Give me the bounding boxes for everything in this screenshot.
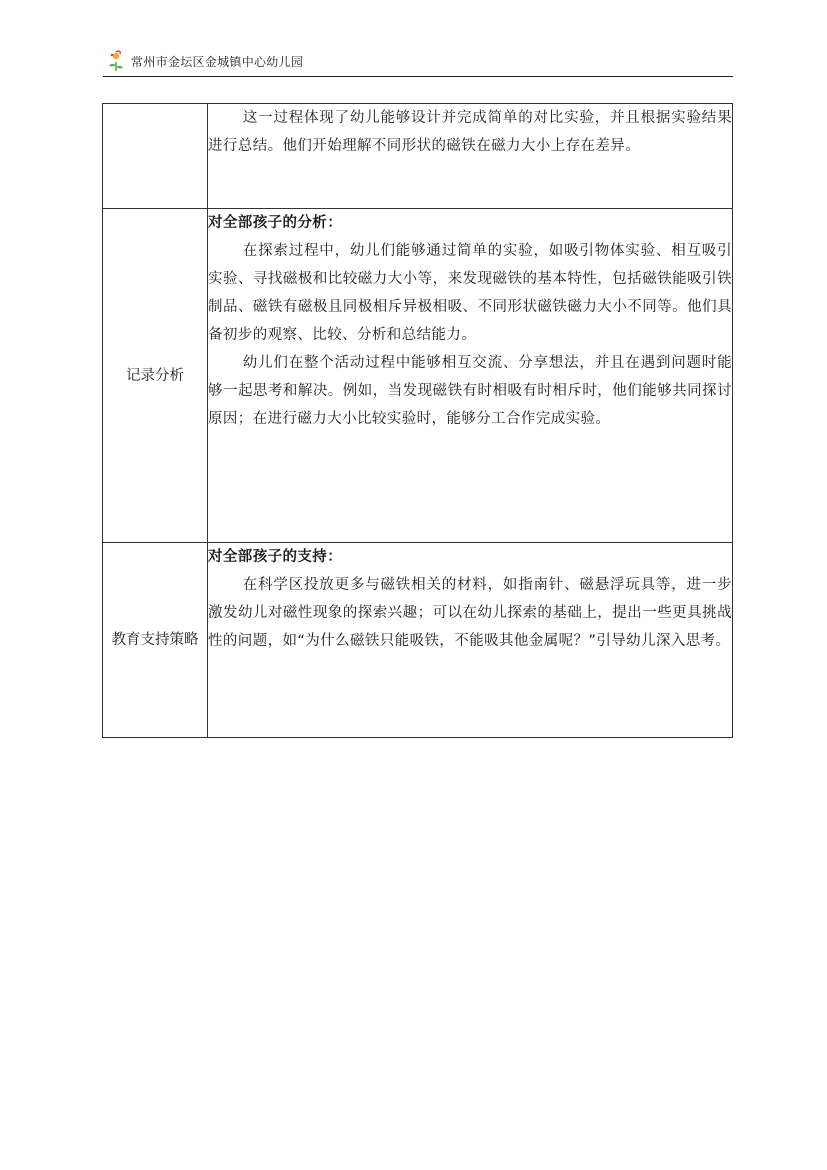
content-heading: 对全部孩子的分析： [208, 215, 343, 231]
content-heading: 对全部孩子的支持： [208, 549, 343, 565]
table-row [103, 104, 733, 209]
row-content [208, 543, 733, 738]
content-paragraph: 在探索过程中，幼儿们能够通过简单的实验，如吸引物体实验、相互吸引实验、寻找磁极和比较磁力大小等，来发现磁铁的基本特性，包括磁铁能吸引铁制品、磁铁有磁极且同极相斥异极相吸、不同形状磁铁磁力大小不同等。他们具备初步的观察、比较、分析和总结能力。 [208, 243, 732, 343]
table-row [103, 209, 733, 543]
record-table [102, 103, 733, 738]
page-header [103, 48, 733, 77]
content-paragraph: 幼儿们在整个活动过程中能够相互交流、分享想法，并且在遇到问题时能够一起思考和解决。例如，当发现磁铁有时相吸有时相斥时，他们能够共同探讨原因；在进行磁力大小比较实验时，能够分工合作完成实验。 [208, 355, 732, 427]
row-label: 教育支持策略 [103, 543, 208, 738]
row-content [208, 104, 733, 209]
row-content [208, 209, 733, 543]
header-title: 常州市金坛区金城镇中心幼儿园 [131, 55, 304, 69]
table-row [103, 543, 733, 738]
content-paragraph: 在科学区投放更多与磁铁相关的材料，如指南针、磁悬浮玩具等，进一步激发幼儿对磁性现象的探索兴趣；可以在幼儿探索的基础上，提出一些更具挑战性的问题，如“为什么磁铁只能吸铁，不能吸其他金属呢？”引导幼儿深入思考。 [208, 577, 732, 649]
row-label: 记录分析 [103, 209, 208, 543]
kindergarten-logo-icon [107, 50, 125, 72]
content-paragraph: 这一过程体现了幼儿能够设计并完成简单的对比实验，并且根据实验结果进行总结。他们开始理解不同形状的磁铁在磁力大小上存在差异。 [208, 110, 732, 154]
row-label [103, 104, 208, 209]
